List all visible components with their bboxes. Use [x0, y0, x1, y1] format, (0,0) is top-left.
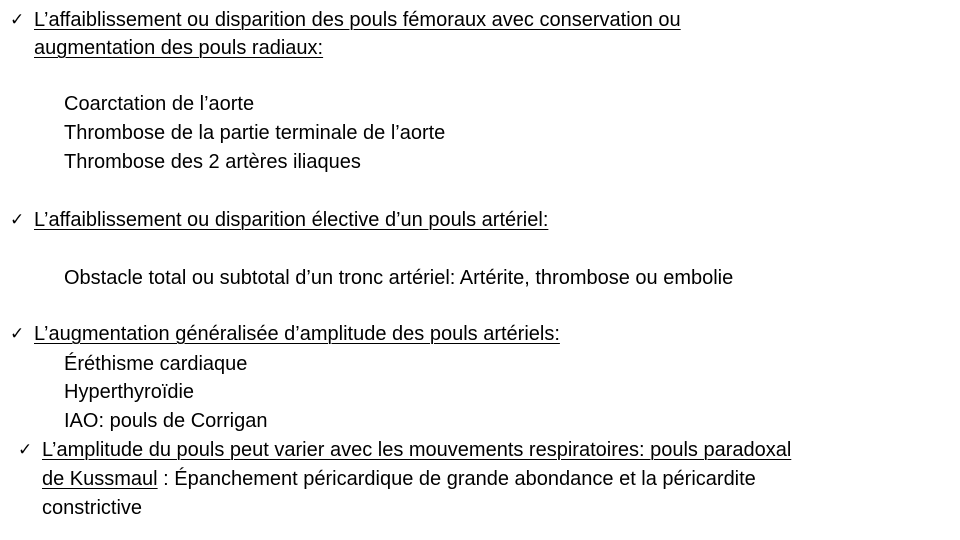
bullet-1-sub-item: Thrombose de la partie terminale de l’aorte	[64, 122, 446, 144]
bullet-1-sub-item: Thrombose des 2 artères iliaques	[64, 151, 361, 173]
bullet-4-heading-line-2-rest: : Épanchement péricardique de grande abondance et la péricardite	[157, 468, 756, 490]
bullet-3-sub-item: Éréthisme cardiaque	[64, 353, 248, 375]
bullet-4-heading-line-2	[42, 465, 756, 493]
bullet-4-heading-line-3: constrictive	[42, 497, 143, 519]
bullet-3-sub-item: Hyperthyroïdie	[64, 381, 195, 403]
kussmaul-term: de Kussmaul	[42, 468, 158, 490]
bullet-1-sub-item: Coarctation de l’aorte	[64, 93, 255, 115]
bullet-1-heading-line-1: L’affaiblissement ou disparition des pouls fémoraux avec conservation ou	[34, 9, 681, 31]
checkmark-icon: ✓	[10, 210, 25, 230]
bullet-2-sub-item: Obstacle total ou subtotal d’un tronc artériel: Artérite, thrombose ou embolie	[64, 267, 734, 289]
bullet-3-heading: L’augmentation généralisée d’amplitude des pouls artériels:	[34, 323, 560, 345]
bullet-2-heading: L’affaiblissement ou disparition élective d’un pouls artériel:	[34, 209, 549, 231]
bullet-1-heading-line-2: augmentation des pouls radiaux:	[34, 37, 324, 59]
bullet-4-heading-line-1: L’amplitude du pouls peut varier avec les mouvements respiratoires: pouls paradoxal	[42, 439, 792, 461]
checkmark-icon: ✓	[18, 440, 33, 460]
checkmark-icon: ✓	[10, 10, 25, 30]
checkmark-icon: ✓	[10, 324, 25, 344]
bullet-3-sub-item: IAO: pouls de Corrigan	[64, 410, 268, 432]
